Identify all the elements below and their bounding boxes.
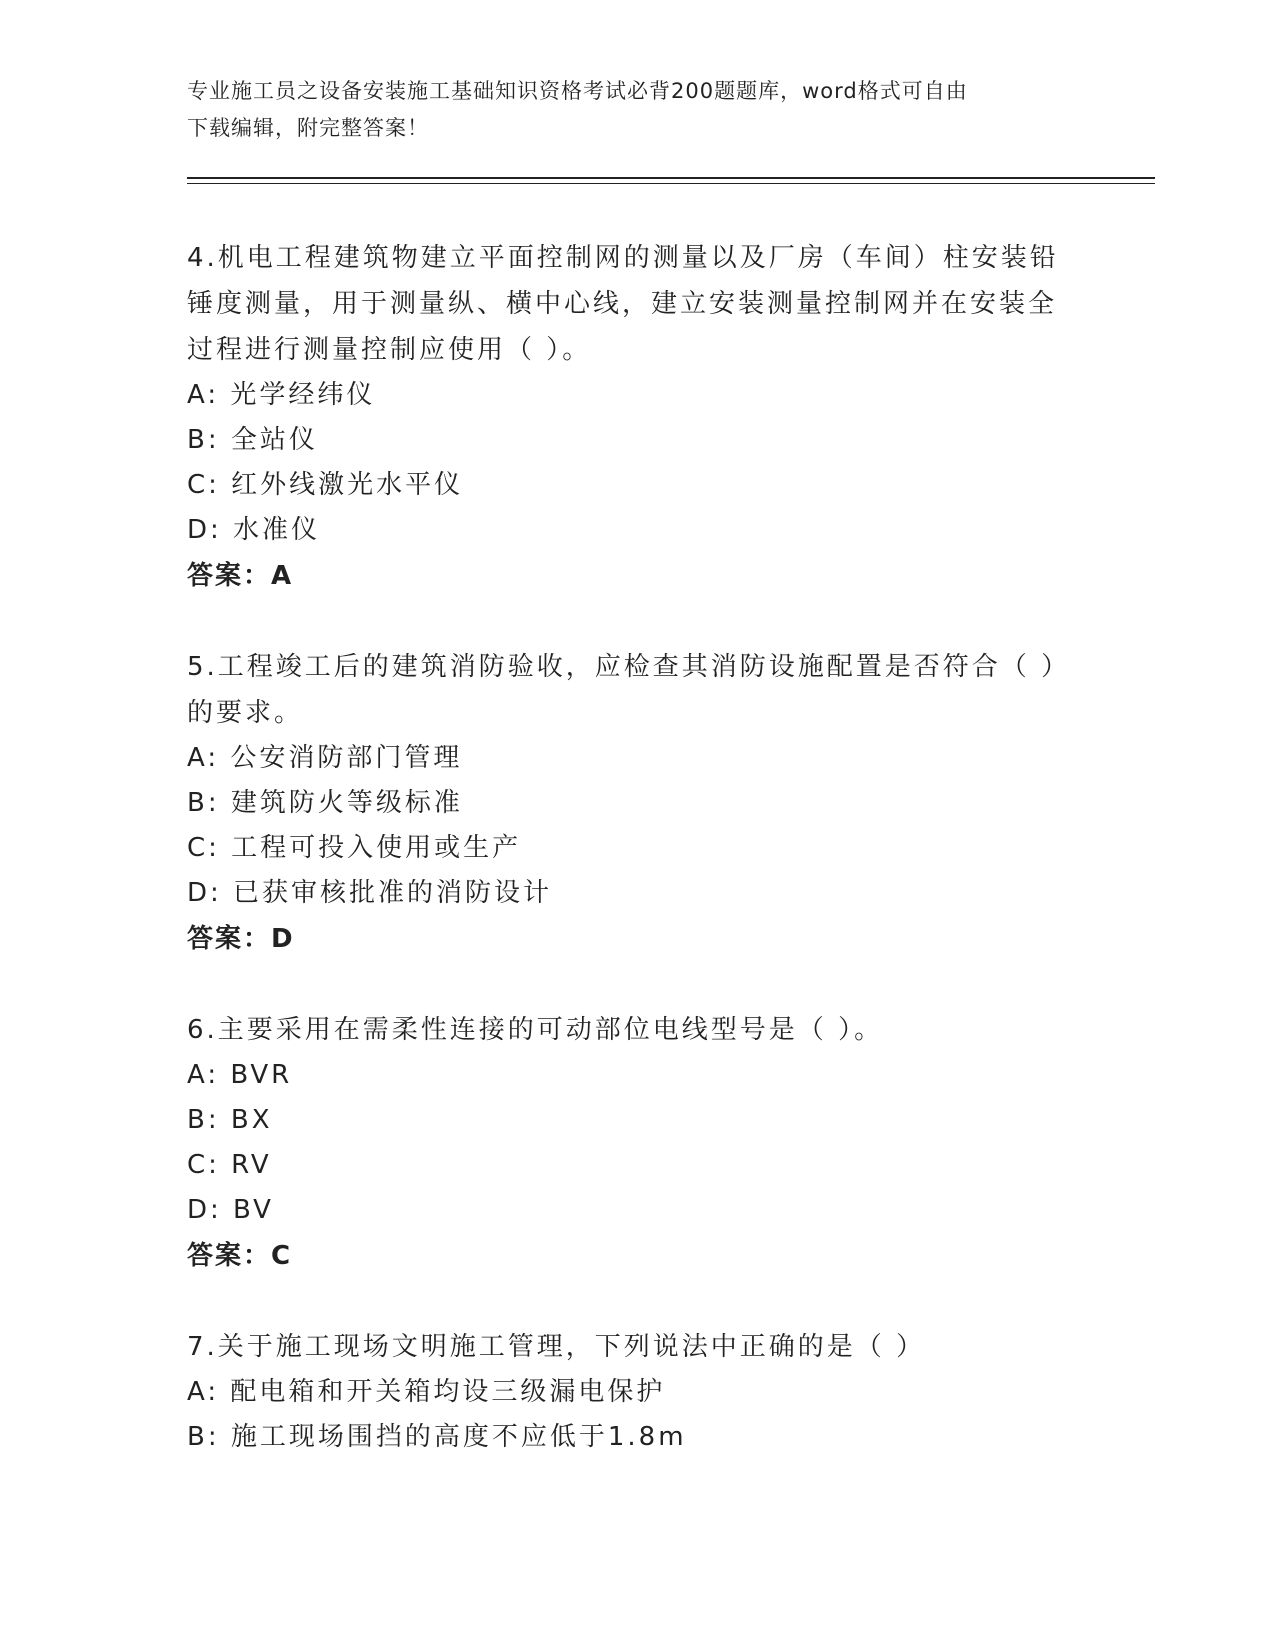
option-b: B: 建筑防火等级标准 [187, 788, 463, 818]
option-b: B: BX [187, 1105, 273, 1135]
answer-label: 答案：A [187, 561, 294, 591]
option-c: C: RV [187, 1150, 272, 1180]
question-4 [187, 235, 1067, 599]
option-a: A: BVR [187, 1060, 293, 1090]
answer-label: 答案：D [187, 924, 295, 954]
question-stem-line: 过程进行测量控制应使用（ ）。 [187, 335, 592, 365]
option-d: D: 水准仪 [187, 515, 321, 545]
header-divider-thick [187, 177, 1155, 179]
option-d: D: 已获审核批准的消防设计 [187, 878, 553, 908]
option-a: A: 公安消防部门管理 [187, 743, 463, 773]
answer-label: 答案：C [187, 1241, 293, 1271]
question-stem-line: 6.主要采用在需柔性连接的可动部位电线型号是（ ）。 [187, 1015, 884, 1045]
option-a: A: 光学经纬仪 [187, 380, 376, 410]
question-6 [187, 1007, 1067, 1279]
option-c: C: 红外线激光水平仪 [187, 470, 464, 500]
header-title-line-1: 专业施工员之设备安装施工基础知识资格考试必背200题题库，word格式可自由 [187, 79, 968, 103]
question-5 [187, 644, 1071, 962]
option-c: C: 工程可投入使用或生产 [187, 833, 522, 863]
question-7 [187, 1324, 1067, 1460]
option-d: D: BV [187, 1195, 274, 1225]
header-title-line-2: 下载编辑，附完整答案！ [187, 116, 429, 140]
question-stem-line: 5.工程竣工后的建筑消防验收，应检查其消防设施配置是否符合（ ） [187, 652, 1071, 682]
question-stem-line: 4.机电工程建筑物建立平面控制网的测量以及厂房（车间）柱安装铅 [187, 243, 1059, 273]
document-header [187, 73, 1067, 147]
question-list [187, 235, 1071, 1505]
question-stem-line: 锤度测量，用于测量纵、横中心线，建立安装测量控制网并在安装全 [187, 289, 1058, 319]
header-divider-thin [187, 183, 1155, 184]
question-stem-line: 的要求。 [187, 698, 304, 728]
option-b: B: 施工现场围挡的高度不应低于1.8m [187, 1422, 687, 1452]
question-stem-line: 7.关于施工现场文明施工管理，下列说法中正确的是（ ） [187, 1332, 926, 1362]
option-b: B: 全站仪 [187, 425, 318, 455]
option-a: A: 配电箱和开关箱均设三级漏电保护 [187, 1377, 666, 1407]
